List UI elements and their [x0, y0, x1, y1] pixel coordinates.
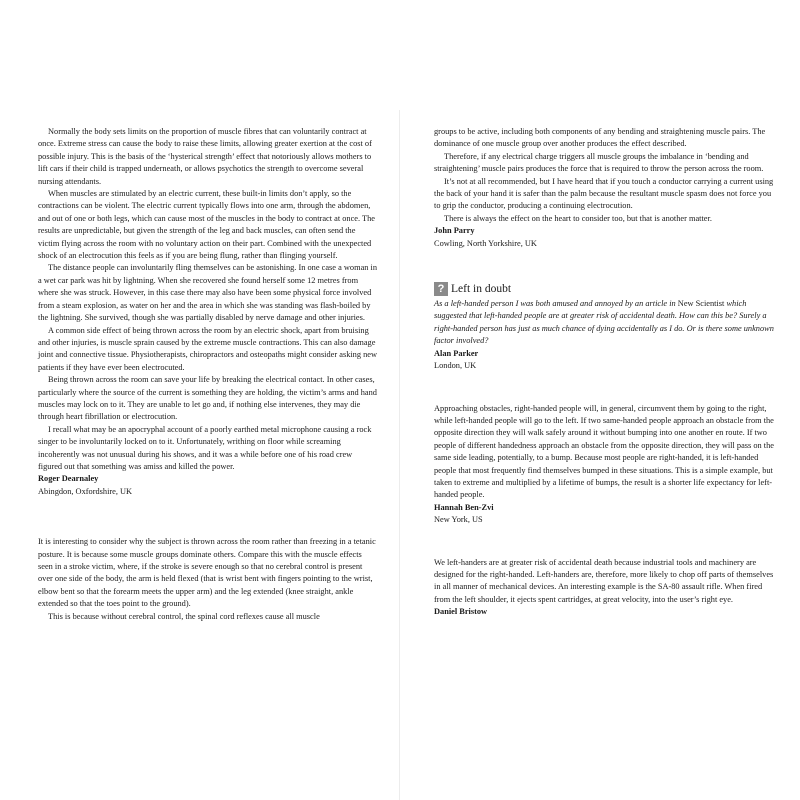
author-name: Hannah Ben-Zvi	[434, 502, 494, 512]
author-location: Cowling, North Yorkshire, UK	[434, 238, 537, 248]
question-text-after: which suggested that left-handed people are at greater risk of accidental death. How can this be? Surely a right-handed person has just as much chance of dying accidentally as I do. Or is there some unknown factor involved?	[434, 299, 774, 346]
question-mark-icon: ?	[434, 282, 448, 296]
paragraph: It’s not at all recommended, but I have heard that if you touch a conductor carrying a current using the back of your hand it is safer than the palm because the resultant muscle spasm does not force you to grip the conductor, producing a continuing electrocution.	[434, 176, 774, 211]
section-heading	[434, 282, 778, 296]
paragraph: The distance people can involuntarily fling themselves can be astonishing. In one case a woman in a wet car park was hit by lightning. When she recovered she found herself some 12 metres from where she was struck. However, in this case there may also have been some physical force involved from a steam explosion, as water on her and the area in which she was standing was flash-boiled by the lightning. She survived, though she was partially disabled by nerve damage and other injuries.	[38, 263, 378, 323]
paragraph: Approaching obstacles, right-handed people will, in general, circumvent them by going to the right, while left-handed people will go to the left. If two same-handed people approach an obstacle from the opposite direction they will walk safely around it without bumping into one another en route. If two people of different handedness approach an obstacle from the opposite direction, they will pass on the same side leading, potentially, to a bump. Because most people are right-handed, it is left-handed people that most frequently find themselves bumped in these situations. This is a simple example, but taken to extreme and multiplied by a lifetime of bumps, the result is a shorter life expectancy for left-handed people.	[434, 403, 774, 500]
paragraph: Being thrown across the room can save your life by breaking the electrical contact. In other cases, particularly where the source of the current is something they are holding, the victim’s arms and hand muscles may lock on to it. They are unable to let go and, if nothing else intervenes, they may die through heart fibrillation or electrocution.	[38, 375, 377, 422]
paragraph: groups to be active, including both components of any bending and straightening muscle pairs. The dominance of one muscle group over another produces the effect described.	[434, 127, 766, 149]
left-column	[38, 126, 378, 623]
answer-bristow	[434, 557, 778, 619]
answer-parry-start	[38, 536, 378, 623]
paragraph: I recall what may be an apocryphal account of a poorly earthed metal microphone causing a rock singer to be involuntarily locked on to it. Unfortunately, writhing on floor while screaming incoherently was not unusual during his shows, and it was a while before one of his road crew figured out that something was amiss and killed the power.	[38, 424, 372, 471]
publication-name: New Scientist	[677, 299, 725, 309]
paragraph: Normally the body sets limits on the proportion of muscle fibres that can voluntarily contract at once. Extreme stress can cause the body to raise these limits, allowing greater exertion at the cost of possible injury. This is the basis of the ‘hysterical strength’ effect that notoriously allows mothers to lift cars if their child is trapped underneath, or allows psychotics the strength to overcome several nursing attendants.	[38, 127, 372, 186]
paragraph: Therefore, if any electrical charge triggers all muscle groups the imbalance in ‘bending and straightening’ muscle pairs produces the force that is required to throw the person across the room.	[434, 151, 764, 174]
paragraph: It is interesting to consider why the subject is thrown across the room rather than freezing in a tetanic posture. It is because some muscle groups dominate others. Compare this with the muscle effects seen in a stroke victim, where, if the stroke is severe enough so that no cerebral control is present over one side of the body, the arm is held flexed (that is wrist bent with fingers pointing to the wrist, elbow bent so that the forearm meets the upper arm) and the leg extended (knee straight, ankle extended so that the toes point to the ground).	[38, 537, 376, 609]
paragraph: A common side effect of being thrown across the room by an electric shock, apart from bruising and other injuries, is muscle sprain caused by the extreme muscle contractions. This can also damage joint and connective tissue. Physiotherapists, chiropractors and osteopaths might consider asking new patients if they have ever been electrocuted.	[38, 325, 378, 372]
answer-parry-continued	[434, 126, 778, 250]
answer-ben-zvi	[434, 403, 778, 527]
author-location: New York, US	[434, 515, 483, 525]
paragraph: There is always the effect on the heart to consider too, but that is another matter.	[444, 213, 712, 223]
right-column	[434, 126, 778, 619]
author-name: Daniel Bristow	[434, 607, 488, 617]
author-location: Abingdon, Oxfordshire, UK	[38, 486, 133, 496]
paragraph: We left-handers are at greater risk of accidental death because industrial tools and machinery are designed for the right-handed. Left-handers are, therefore, more likely to chop off parts of themselves in all manner of mechanical devices. An interesting example is the SA-80 assault rifle. When fired from the left shoulder, it ejects spent cartridges, at great velocity, into the user’s right eye.	[434, 557, 774, 604]
question-text	[434, 298, 778, 348]
author-name: John Parry	[434, 226, 475, 236]
answer-dearnaley	[38, 126, 378, 498]
author-name: Alan Parker	[434, 348, 479, 358]
author-name: Roger Dearnaley	[38, 474, 99, 484]
column-gutter	[399, 110, 400, 800]
question-text-before: As a left-handed person I was both amused and annoyed by an article in	[434, 299, 678, 309]
paragraph: When muscles are stimulated by an electric current, these built-in limits don’t apply, so the contractions can be violent. The electric current typically flows into one arm, through the abdomen, and out of one or both legs, which can cause most of the muscles in the body to contract at once. The results are unpredictable, but given the strength of the leg and back muscles, can often send the victim flying across the room with no voluntary action on their part. Combined with the unexpected shock of an electrocution this feels as if you are being flung, rather than flinging yourself.	[38, 189, 375, 261]
question-block	[434, 298, 778, 372]
section-title: Left in doubt	[451, 283, 512, 296]
paragraph: This is because without cerebral control, the spinal cord reflexes cause all muscle	[48, 611, 320, 621]
author-location: London, UK	[434, 361, 477, 371]
